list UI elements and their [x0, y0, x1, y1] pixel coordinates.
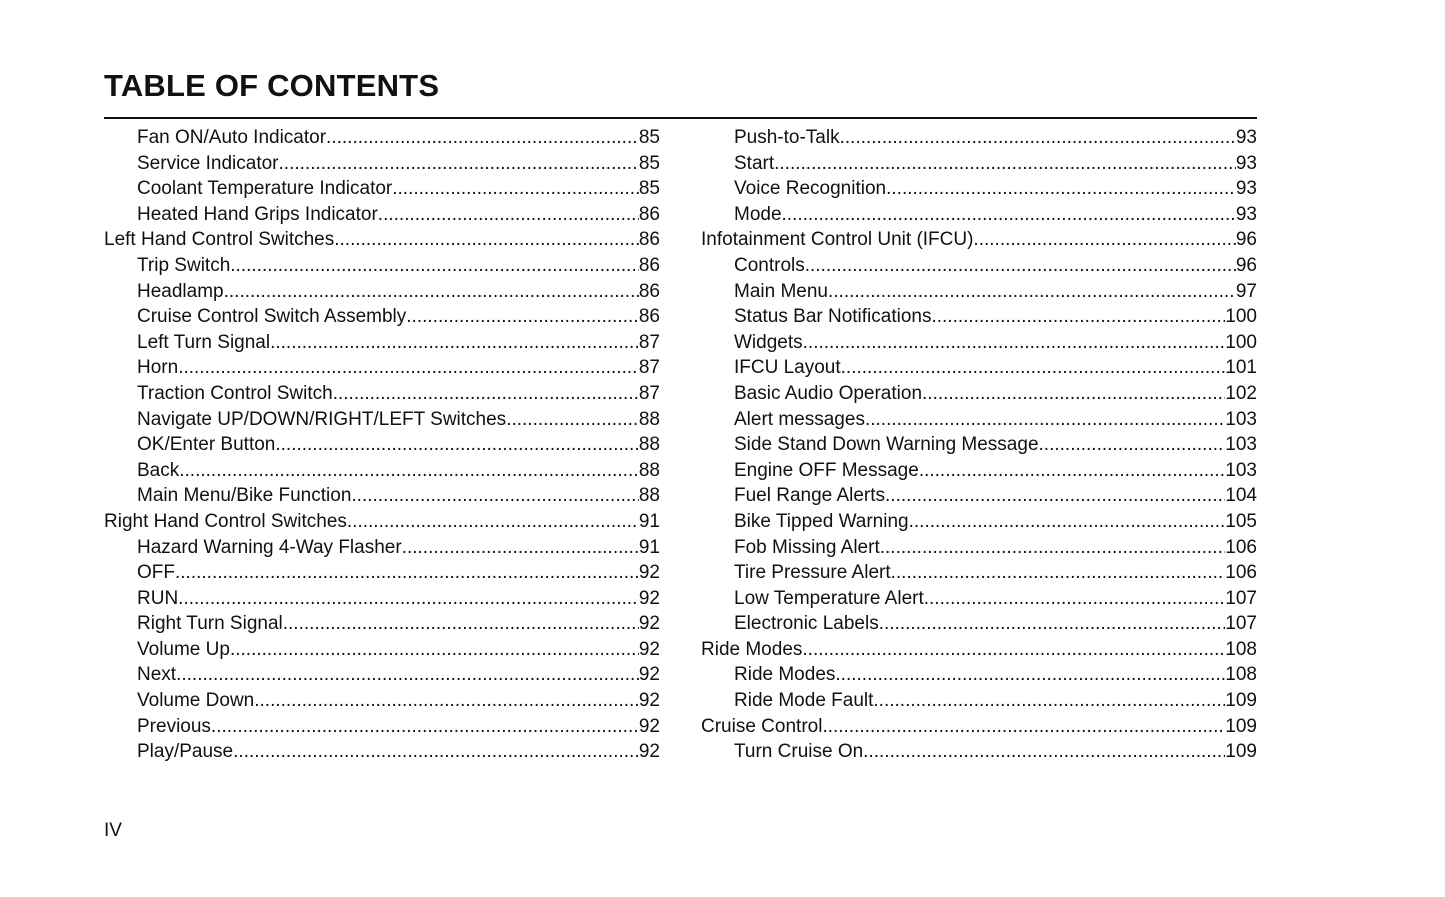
- toc-entry-label: Status Bar Notifications: [734, 306, 932, 328]
- dot-leader: [176, 662, 639, 688]
- toc-entry-page: 86: [638, 254, 660, 276]
- toc-subentry[interactable]: [104, 381, 660, 407]
- dot-leader: [865, 407, 1225, 433]
- toc-entry-page: 107: [1225, 587, 1257, 609]
- toc-subentry[interactable]: [701, 535, 1257, 561]
- toc-subentry[interactable]: [104, 355, 660, 381]
- toc-subentry[interactable]: [104, 586, 660, 612]
- dot-leader: [402, 535, 639, 561]
- toc-entry-page: 91: [638, 536, 660, 558]
- toc-entry-label: Turn Cruise On: [734, 741, 864, 763]
- dot-leader: [1039, 432, 1226, 458]
- toc-entry-label: Controls: [734, 254, 805, 276]
- toc-entry-label: Infotainment Control Unit (IFCU): [701, 229, 974, 251]
- toc-subentry[interactable]: [104, 535, 660, 561]
- toc-entry-page: 87: [638, 331, 660, 353]
- toc-subentry[interactable]: [104, 202, 660, 228]
- toc-subentry[interactable]: [701, 560, 1257, 586]
- toc-entry-label: Voice Recognition: [734, 178, 887, 200]
- dot-leader: [863, 739, 1225, 765]
- toc-entry-label: Ride Mode Fault: [734, 690, 874, 712]
- toc-entry-label: Trip Switch: [137, 254, 231, 276]
- toc-subentry[interactable]: [701, 176, 1257, 202]
- toc-entry-page: 97: [1235, 280, 1257, 302]
- toc-entry-page: 104: [1225, 485, 1257, 507]
- dot-leader: [279, 151, 639, 177]
- toc-entry-label: Bike Tipped Warning: [734, 510, 909, 532]
- toc-entry-label: Next: [137, 664, 177, 686]
- toc-entry-page: 92: [638, 741, 660, 763]
- toc-entry-page: 85: [638, 152, 660, 174]
- toc-entry-label: Widgets: [734, 331, 803, 353]
- toc-subentry[interactable]: [104, 279, 660, 305]
- dot-leader: [378, 202, 639, 228]
- toc-entry-label: Side Stand Down Warning Message: [734, 434, 1039, 456]
- toc-entry-label: Coolant Temperature Indicator: [137, 178, 393, 200]
- toc-subentry[interactable]: [104, 637, 660, 663]
- toc-entry-page: 86: [638, 229, 660, 251]
- toc-section-entry[interactable]: [701, 637, 1257, 663]
- toc-entry-label: RUN: [137, 587, 179, 609]
- toc-entry-page: 92: [638, 613, 660, 635]
- toc-entry-label: Main Menu/Bike Function: [137, 485, 352, 507]
- dot-leader: [351, 483, 638, 509]
- toc-subentry[interactable]: [104, 662, 660, 688]
- dot-leader: [406, 304, 639, 330]
- page-number: IV: [104, 820, 122, 841]
- toc-subentry[interactable]: [701, 662, 1257, 688]
- dot-leader: [774, 151, 1236, 177]
- toc-subentry[interactable]: [104, 432, 660, 458]
- dot-leader: [175, 560, 639, 586]
- dot-leader: [233, 739, 639, 765]
- toc-entry-page: 101: [1225, 357, 1257, 379]
- toc-entry-page: 109: [1225, 690, 1257, 712]
- toc-subentry[interactable]: [104, 688, 660, 714]
- toc-subentry[interactable]: [104, 253, 660, 279]
- dot-leader: [835, 662, 1225, 688]
- toc-subentry[interactable]: [701, 509, 1257, 535]
- toc-subentry[interactable]: [701, 279, 1257, 305]
- toc-entry-page: 93: [1235, 203, 1257, 225]
- toc-section-entry[interactable]: [701, 714, 1257, 740]
- toc-entry-page: 88: [638, 485, 660, 507]
- toc-entry-page: 103: [1225, 408, 1257, 430]
- toc-subentry[interactable]: [701, 483, 1257, 509]
- toc-entry-page: 105: [1225, 510, 1257, 532]
- toc-entry-page: 92: [638, 715, 660, 737]
- toc-entry-page: 96: [1235, 254, 1257, 276]
- toc-entry-page: 108: [1225, 638, 1257, 660]
- toc-entry-page: 103: [1225, 434, 1257, 456]
- dot-leader: [230, 253, 639, 279]
- toc-entry-page: 108: [1225, 664, 1257, 686]
- toc-entry-page: 109: [1225, 715, 1257, 737]
- toc-subentry[interactable]: [104, 151, 660, 177]
- toc-entry-label: Service Indicator: [137, 152, 279, 174]
- toc-entry-label: Traction Control Switch: [137, 382, 333, 404]
- toc-subentry[interactable]: [701, 125, 1257, 151]
- dot-leader: [822, 714, 1225, 740]
- toc-subentry[interactable]: [701, 304, 1257, 330]
- toc-entry-label: Start: [734, 152, 775, 174]
- dot-leader: [805, 253, 1236, 279]
- toc-entry-page: 93: [1235, 152, 1257, 174]
- toc-entry-label: Navigate UP/DOWN/RIGHT/LEFT Switches: [137, 408, 507, 430]
- toc-entry-label: Fob Missing Alert: [734, 536, 880, 558]
- dot-leader: [392, 176, 639, 202]
- toc-subentry[interactable]: [104, 611, 660, 637]
- toc-subentry[interactable]: [104, 458, 660, 484]
- dot-leader: [919, 458, 1225, 484]
- toc-entry-label: Right Turn Signal: [137, 613, 283, 635]
- toc-entry-label: Alert messages: [734, 408, 865, 430]
- toc-entry-label: Electronic Labels: [734, 613, 879, 635]
- dot-leader: [922, 381, 1225, 407]
- toc-entry-label: Left Hand Control Switches: [104, 229, 335, 251]
- title-divider: [104, 117, 1257, 119]
- toc-entry-label: Cruise Control Switch Assembly: [137, 306, 407, 328]
- toc-entry-page: 106: [1225, 536, 1257, 558]
- toc-subentry[interactable]: [701, 151, 1257, 177]
- dot-leader: [803, 330, 1226, 356]
- dot-leader: [841, 355, 1226, 381]
- toc-subentry[interactable]: [104, 407, 660, 433]
- dot-leader: [333, 381, 639, 407]
- toc-entry-page: 107: [1225, 613, 1257, 635]
- dot-leader: [334, 227, 639, 253]
- toc-entry-label: Left Turn Signal: [137, 331, 271, 353]
- toc-subentry[interactable]: [701, 330, 1257, 356]
- toc-entry-label: Ride Modes: [701, 638, 803, 660]
- toc-entry-page: 88: [638, 434, 660, 456]
- toc-entry-label: Volume Down: [137, 690, 255, 712]
- toc-subentry[interactable]: [701, 586, 1257, 612]
- toc-subentry[interactable]: [701, 381, 1257, 407]
- toc-entry-page: 92: [638, 587, 660, 609]
- toc-entry-page: 88: [638, 408, 660, 430]
- toc-subentry[interactable]: [104, 330, 660, 356]
- dot-leader: [230, 637, 639, 663]
- toc-entry-page: 93: [1235, 178, 1257, 200]
- toc-entry-page: 109: [1225, 741, 1257, 763]
- toc-subentry[interactable]: [701, 355, 1257, 381]
- toc-entry-label: Volume Up: [137, 638, 230, 660]
- dot-leader: [178, 586, 639, 612]
- toc-subentry[interactable]: [104, 483, 660, 509]
- toc-entry-page: 85: [638, 127, 660, 148]
- toc-entry-label: Tire Pressure Alert: [734, 562, 891, 584]
- toc-entry-page: 92: [638, 638, 660, 660]
- toc-entry-label: Headlamp: [137, 280, 224, 302]
- dot-leader: [178, 355, 639, 381]
- toc-entry-label: Low Temperature Alert: [734, 587, 924, 609]
- dot-leader: [973, 227, 1235, 253]
- toc-entry-page: 85: [638, 178, 660, 200]
- toc-subentry[interactable]: [104, 304, 660, 330]
- dot-leader: [879, 611, 1226, 637]
- dot-leader: [782, 202, 1236, 228]
- toc-column-right: [701, 125, 1257, 765]
- dot-leader: [886, 176, 1236, 202]
- toc-entry-page: 87: [638, 382, 660, 404]
- dot-leader: [224, 279, 639, 305]
- toc-entry-label: Cruise Control: [701, 715, 823, 737]
- toc-entry-page: 96: [1235, 229, 1257, 251]
- toc-entry-page: 100: [1225, 331, 1257, 353]
- toc-entry-label: Basic Audio Operation: [734, 382, 923, 404]
- dot-leader: [254, 688, 639, 714]
- toc-entry-page: 87: [638, 357, 660, 379]
- toc-subentry[interactable]: [701, 202, 1257, 228]
- toc-subentry[interactable]: [104, 714, 660, 740]
- dot-leader: [506, 407, 639, 433]
- toc-entry-page: 88: [638, 459, 660, 481]
- toc-entry-page: 92: [638, 562, 660, 584]
- dot-leader: [275, 432, 639, 458]
- toc-entry-label: Hazard Warning 4-Way Flasher: [137, 536, 402, 558]
- toc-subentry[interactable]: [701, 458, 1257, 484]
- toc-section-entry[interactable]: [104, 227, 660, 253]
- toc-entry-page: 106: [1225, 562, 1257, 584]
- dot-leader: [880, 535, 1226, 561]
- toc-entry-label: Previous: [137, 715, 211, 737]
- toc-subentry[interactable]: [701, 739, 1257, 765]
- toc-section-entry[interactable]: [104, 509, 660, 535]
- toc-entry-page: 86: [638, 203, 660, 225]
- toc-subentry[interactable]: [104, 176, 660, 202]
- dot-leader: [283, 611, 639, 637]
- toc-entry-page: 91: [638, 510, 660, 532]
- dot-leader: [270, 330, 639, 356]
- dot-leader: [828, 279, 1236, 305]
- toc-entry-label: Horn: [137, 357, 179, 379]
- page-title: TABLE OF CONTENTS: [104, 68, 440, 103]
- toc-column-left: [104, 125, 660, 765]
- toc-entry-page: 100: [1225, 306, 1257, 328]
- dot-leader: [931, 304, 1225, 330]
- dot-leader: [347, 509, 639, 535]
- toc-subentry[interactable]: [701, 611, 1257, 637]
- toc-entry-label: Mode: [734, 203, 782, 225]
- toc-entry-page: 92: [638, 664, 660, 686]
- toc-entry-page: 86: [638, 280, 660, 302]
- toc-entry-label: OK/Enter Button: [137, 434, 276, 456]
- toc-entry-page: 103: [1225, 459, 1257, 481]
- dot-leader: [909, 509, 1226, 535]
- dot-leader: [802, 637, 1225, 663]
- toc-entry-label: Fan ON/Auto Indicator: [137, 127, 327, 148]
- toc-subentry[interactable]: [701, 688, 1257, 714]
- dot-leader: [924, 586, 1226, 612]
- dot-leader: [891, 560, 1226, 586]
- toc-entry-label: Play/Pause: [137, 741, 234, 763]
- toc-section-entry[interactable]: [701, 227, 1257, 253]
- toc-entry-label: Right Hand Control Switches: [104, 510, 347, 532]
- dot-leader: [840, 125, 1236, 151]
- toc-entry-label: Back: [137, 459, 180, 481]
- toc-subentry[interactable]: [104, 125, 660, 151]
- toc-entry-label: Fuel Range Alerts: [734, 485, 886, 507]
- toc-entry-label: Heated Hand Grips Indicator: [137, 203, 378, 225]
- toc-entry-label: Push-to-Talk: [734, 127, 840, 148]
- toc-entry-page: 86: [638, 306, 660, 328]
- dot-leader: [326, 125, 639, 151]
- toc-entry-label: OFF: [137, 562, 175, 584]
- dot-leader: [179, 458, 639, 484]
- dot-leader: [211, 714, 639, 740]
- toc-entry-page: 92: [638, 690, 660, 712]
- toc-entry-label: IFCU Layout: [734, 357, 841, 379]
- dot-leader: [873, 688, 1225, 714]
- toc-subentry[interactable]: [701, 253, 1257, 279]
- toc-entry-page: 93: [1235, 127, 1257, 148]
- toc-subentry[interactable]: [104, 739, 660, 765]
- toc-subentry[interactable]: [104, 560, 660, 586]
- toc-subentry[interactable]: [701, 407, 1257, 433]
- dot-leader: [885, 483, 1225, 509]
- toc-entry-label: Engine OFF Message: [734, 459, 919, 481]
- toc-entry-page: 102: [1225, 382, 1257, 404]
- toc-subentry[interactable]: [701, 432, 1257, 458]
- toc-entry-label: Main Menu: [734, 280, 828, 302]
- toc-entry-label: Ride Modes: [734, 664, 836, 686]
